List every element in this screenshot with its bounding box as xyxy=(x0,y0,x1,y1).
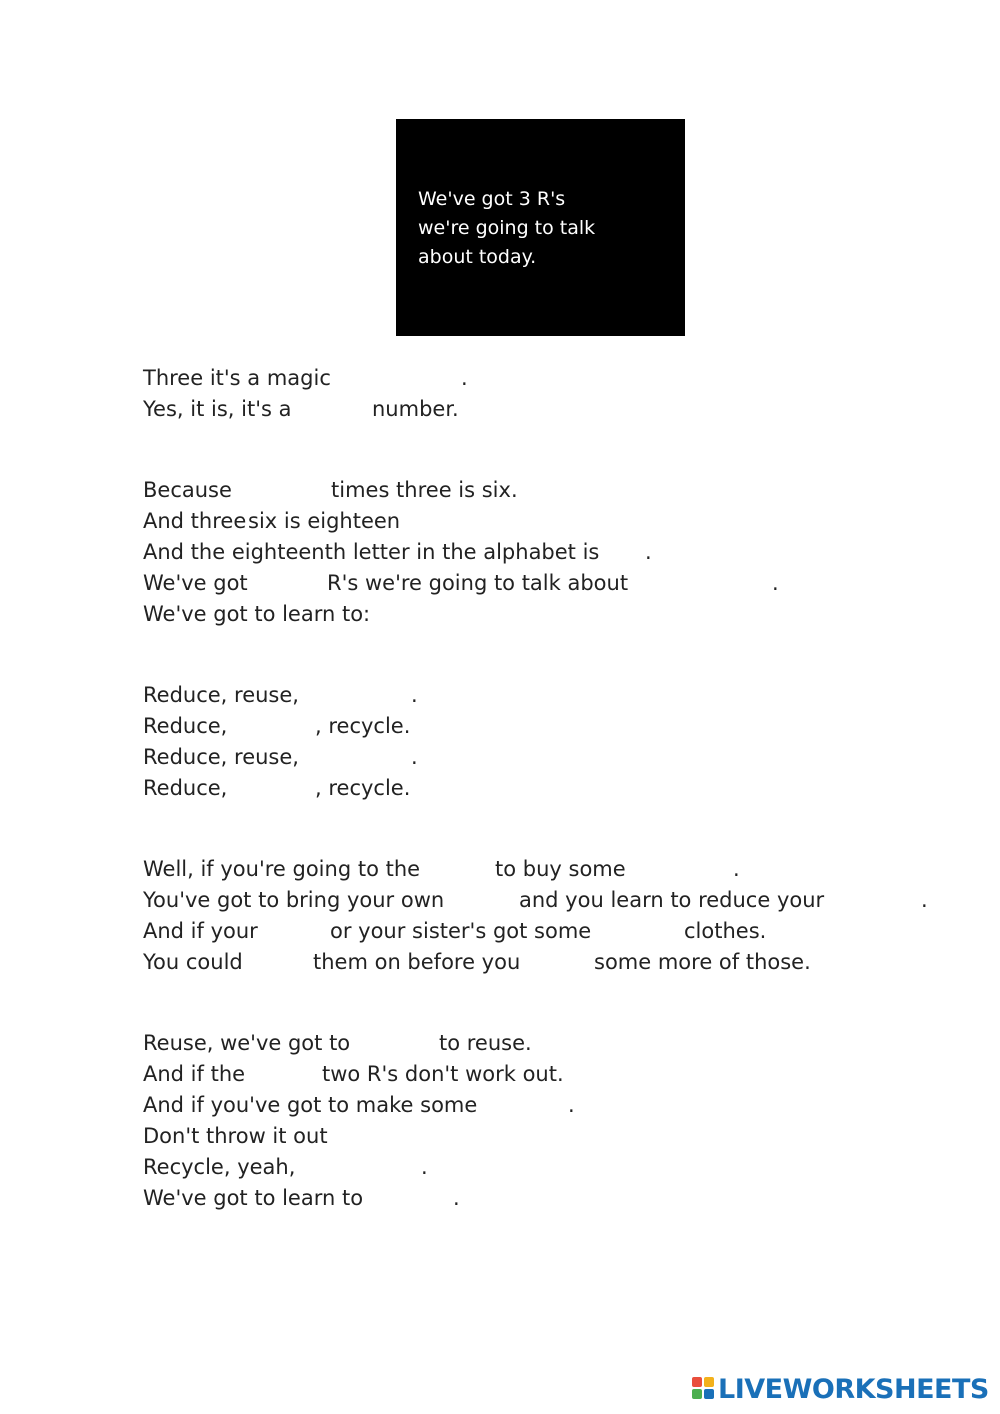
lyric-line xyxy=(143,1183,973,1214)
logo-square xyxy=(704,1377,714,1387)
stanza xyxy=(143,1028,973,1214)
lyric-text-after-blank: . xyxy=(645,540,652,564)
lyric-text: You could xyxy=(143,950,243,974)
lyric-text-after-blank: . xyxy=(461,366,468,390)
video-thumbnail[interactable] xyxy=(396,119,685,336)
lyric-text-after-blank: . xyxy=(733,857,740,881)
lyric-text-after-blank: , recycle. xyxy=(315,776,411,800)
lyric-line xyxy=(143,916,973,947)
logo-square xyxy=(692,1377,702,1387)
logo-text: LIVEWORKSHEETS xyxy=(718,1373,989,1405)
lyric-text: Reuse, we've got to xyxy=(143,1031,351,1055)
lyric-line xyxy=(143,475,973,506)
lyric-text: We've got to learn to xyxy=(143,1186,364,1210)
lyric-text-after-blank: two R's don't work out. xyxy=(322,1062,564,1086)
lyric-text-after-blank: . xyxy=(921,888,928,912)
lyric-text: Yes, it is, it's a xyxy=(143,397,292,421)
lyric-text: Because xyxy=(143,478,232,502)
logo-square xyxy=(692,1389,702,1399)
lyric-text-after-blank: clothes. xyxy=(684,919,767,943)
stanza xyxy=(143,475,973,630)
lyric-text: And if your xyxy=(143,919,258,943)
lyric-text-after-blank: times three is six. xyxy=(331,478,518,502)
lyric-text-after-blank: to reuse. xyxy=(439,1031,532,1055)
lyric-text-after-blank: , recycle. xyxy=(315,714,411,738)
stanza xyxy=(143,680,973,804)
liveworksheets-logo xyxy=(692,1373,989,1405)
lyric-text-after-blank: and you learn to reduce your xyxy=(519,888,825,912)
lyric-text-after-blank: to buy some xyxy=(495,857,626,881)
lyric-text: And the eighteenth letter in the alphabet is xyxy=(143,540,600,564)
lyric-text: You've got to bring your own xyxy=(143,888,445,912)
lyric-line xyxy=(143,1152,973,1183)
lyric-text-after-blank: R's we're going to talk about xyxy=(327,571,629,595)
lyric-line xyxy=(143,599,973,630)
lyric-line xyxy=(143,1090,973,1121)
lyric-text: Reduce, xyxy=(143,776,228,800)
lyric-text: Reduce, reuse, xyxy=(143,683,299,707)
lyric-line xyxy=(143,1121,973,1152)
lyric-line xyxy=(143,711,973,742)
lyric-text-after-blank: or your sister's got some xyxy=(330,919,592,943)
lyric-text: We've got to learn to: xyxy=(143,602,371,626)
lyric-text-after-blank: them on before you xyxy=(313,950,521,974)
lyric-text: Recycle, yeah, xyxy=(143,1155,296,1179)
lyric-text: Reduce, xyxy=(143,714,228,738)
lyric-line xyxy=(143,947,973,978)
lyric-text-after-blank: . xyxy=(772,571,779,595)
lyric-line xyxy=(143,773,973,804)
lyric-line xyxy=(143,537,973,568)
lyric-line xyxy=(143,680,973,711)
lyric-text: And if the xyxy=(143,1062,246,1086)
liveworksheets-logo-icon xyxy=(692,1377,716,1401)
song-lyrics xyxy=(143,363,973,1264)
lyric-text: And three xyxy=(143,509,247,533)
lyric-text-after-blank: . xyxy=(421,1155,428,1179)
lyric-text-after-blank: . xyxy=(411,683,418,707)
lyric-line xyxy=(143,885,973,916)
lyric-line xyxy=(143,568,973,599)
lyric-text: Don't throw it out xyxy=(143,1124,328,1148)
stanza xyxy=(143,854,973,978)
stanza xyxy=(143,363,973,425)
lyric-text-after-blank: some more of those. xyxy=(594,950,811,974)
lyric-line xyxy=(143,854,973,885)
lyric-line xyxy=(143,363,973,394)
lyric-text-after-blank: . xyxy=(453,1186,460,1210)
lyric-text: And if you've got to make some xyxy=(143,1093,478,1117)
lyric-text: Well, if you're going to the xyxy=(143,857,421,881)
lyric-text: We've got xyxy=(143,571,248,595)
logo-square xyxy=(704,1389,714,1399)
lyric-text: Three it's a magic xyxy=(143,366,331,390)
lyric-text: Reduce, reuse, xyxy=(143,745,299,769)
lyric-line xyxy=(143,1028,973,1059)
lyric-text-after-blank: . xyxy=(411,745,418,769)
video-caption: We've got 3 R's we're going to talk about today. xyxy=(418,188,596,268)
lyric-line xyxy=(143,394,973,425)
lyric-line xyxy=(143,742,973,773)
lyric-text-after-blank: number. xyxy=(372,397,459,421)
lyric-text-after-blank: six is eighteen xyxy=(248,509,401,533)
lyric-text-after-blank: . xyxy=(568,1093,575,1117)
lyric-line xyxy=(143,1059,973,1090)
lyric-line xyxy=(143,506,973,537)
